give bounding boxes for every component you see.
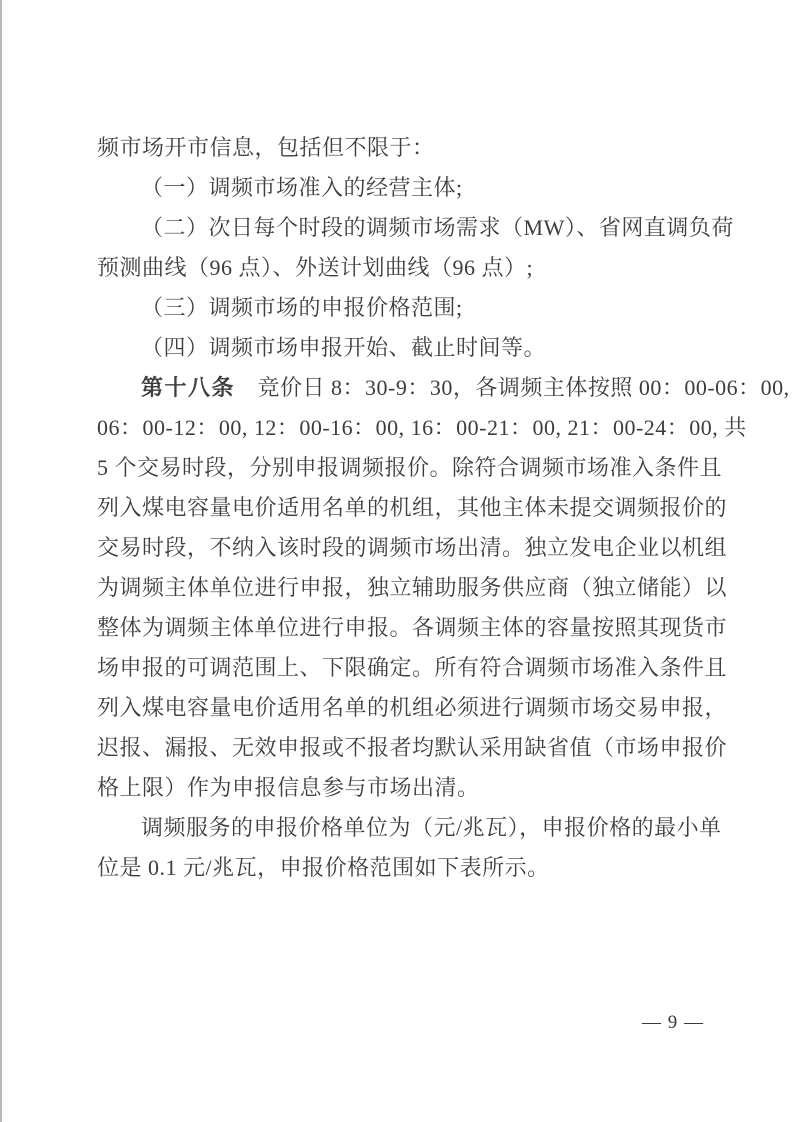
text-segment: （四）调频市场申报开始、截止时间等。 bbox=[141, 335, 547, 360]
text-line bbox=[97, 688, 737, 728]
text-line bbox=[97, 248, 737, 288]
text-line bbox=[97, 848, 737, 888]
text-segment: （二）次日每个时段的调频市场需求（MW）、省网直调负荷 bbox=[141, 215, 734, 240]
text-segment: 竞价日 8：30-9：30，各调频主体按照 00：00-06：00, bbox=[235, 375, 790, 400]
text-segment: 频市场开市信息，包括但不限于： bbox=[97, 135, 435, 160]
page-number: — 9 — bbox=[642, 1012, 704, 1033]
text-line bbox=[97, 768, 737, 808]
scan-edge-line bbox=[0, 0, 2, 1122]
text-line bbox=[97, 728, 737, 768]
text-segment: 迟报、漏报、无效申报或不报者均默认采用缺省值（市场申报价 bbox=[97, 735, 728, 760]
text-line bbox=[97, 528, 737, 568]
text-segment: 调频服务的申报价格单位为（元/兆瓦），申报价格的最小单 bbox=[141, 815, 722, 840]
text-line bbox=[97, 448, 737, 488]
text-segment: 5 个交易时段，分别申报调频报价。除符合调频市场准入条件且 bbox=[97, 455, 723, 480]
text-line bbox=[97, 128, 737, 168]
text-segment: 格上限）作为申报信息参与市场出清。 bbox=[97, 775, 480, 800]
text-segment: 场申报的可调范围上、下限确定。所有符合调频市场准入条件且 bbox=[97, 655, 728, 680]
text-line bbox=[97, 328, 737, 368]
text-segment: 位是 0.1 元/兆瓦，申报价格范围如下表所示。 bbox=[97, 855, 550, 880]
text-segment: 预测曲线（96 点）、外送计划曲线（96 点）; bbox=[97, 255, 534, 280]
document-body bbox=[97, 128, 790, 888]
text-line bbox=[97, 168, 737, 208]
text-line bbox=[97, 488, 737, 528]
text-line bbox=[97, 208, 737, 248]
text-line bbox=[97, 568, 737, 608]
text-line bbox=[97, 288, 737, 328]
article-number-bold: 第十八条 bbox=[141, 375, 236, 400]
text-segment: （一）调频市场准入的经营主体; bbox=[141, 175, 463, 200]
text-segment: （三）调频市场的申报价格范围; bbox=[141, 295, 463, 320]
text-line bbox=[97, 648, 737, 688]
text-segment: 列入煤电容量电价适用名单的机组必须进行调频市场交易申报， bbox=[97, 695, 728, 720]
text-line bbox=[97, 368, 790, 408]
text-line bbox=[97, 408, 747, 448]
text-segment: 列入煤电容量电价适用名单的机组，其他主体未提交调频报价的 bbox=[97, 495, 728, 520]
text-line bbox=[97, 608, 737, 648]
text-line bbox=[97, 808, 737, 848]
text-segment: 交易时段，不纳入该时段的调频市场出清。独立发电企业以机组 bbox=[97, 535, 728, 560]
text-segment: 06：00-12：00, 12：00-16：00, 16：00-21：00, 21：00-24：00, 共 bbox=[97, 415, 747, 440]
text-segment: 整体为调频主体单位进行申报。各调频主体的容量按照其现货市 bbox=[97, 615, 728, 640]
text-segment: 为调频主体单位进行申报，独立辅助服务供应商（独立储能）以 bbox=[97, 575, 728, 600]
